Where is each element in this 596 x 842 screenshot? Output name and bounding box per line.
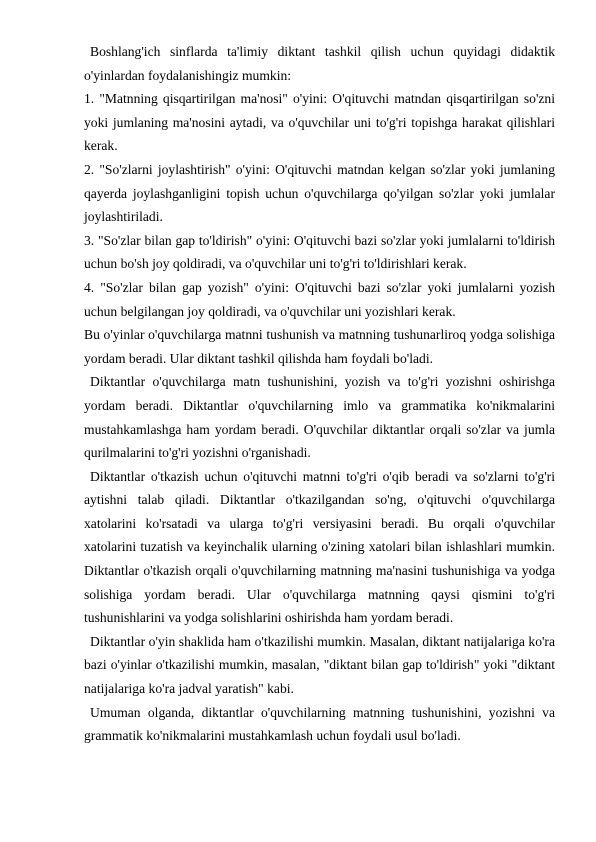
summary-paragraph: Bu o'yinlar o'quvchilarga matnni tushunish va matnning tushunarliroq yodga solishiga yordam beradi. Ular diktant tashkil qilishda ham foydali bo'ladi. [84,327,555,366]
list-item-4: 4. "So'zlar bilan gap yozish" o'yini: O'qituvchi bazi so'zlar yoki jumlalarni yozish uchun belgilangan joy qoldiradi, va o'quvchilar uni yozishlari kerak. [84,279,555,319]
dictation-game-paragraph: Diktantlar o'yin shaklida ham o'tkazilishi mumkin. Masalan, diktant natijalariga ko'ra bazi o'yinlar o'tkazilishi mumkin, masalan, "diktant bilan gap to'ldirish" yoki "diktant natijalariga ko'ra jadval yaratish" kabi. [84,633,555,697]
list-item-2: 2. "So'zlarni joylashtirish" o'yini: O'qituvchi matndan kelgan so'zlar yoki jumlaning qayerda joylashganligini topish uchun o'quvchilarga qo'yilgan so'zlar yoki jumlalar joylashtiriladi. [84,161,555,225]
intro-paragraph: Boshlang'ich sinflarda ta'limiy diktant tashkil qilish uchun quyidagi didaktik o'yinlardan foydalanishingiz mumkin: [84,44,555,83]
list-item-3: 3. "So'zlar bilan gap to'ldirish" o'yini: O'qituvchi bazi so'zlar yoki jumlalarni to'ldirish uchun bo'sh joy qoldiradi, va o'quvchilar uni to'g'ri to'ldirishlari kerak. [84,232,555,272]
conclusion-paragraph: Umuman olganda, diktantlar o'quvchilarning matnning tushunishini, yozishni va grammatik ko'nikmalarini mustahkamlash uchun foydali usul bo'ladi. [84,704,555,744]
document-page [84,40,555,748]
list-item-1: 1. "Matnning qisqartirilgan ma'nosi" o'yini: O'qituvchi matndan qisqartirilgan so'zni yoki jumlaning ma'nosini aytadi, va o'quvchilar uni to'g'ri topishga harakat qilishlari kerak. [84,91,555,154]
dictation-benefits-paragraph: Diktantlar o'quvchilarga matn tushunishini, yozish va to'g'ri yozishni oshirishga yordam beradi. Diktantlar o'quvchilarning imlo va grammatika ko'nikmalarini mustahkamlashga ham yordam beradi. O'quvchilar diktantlar orqali so'zlar va jumla qurilmalarini to'g'ri yozishni o'rganishadi. [84,374,555,461]
dictation-procedure-paragraph: Diktantlar o'tkazish uchun o'qituvchi matnni to'g'ri o'qib beradi va so'zlarni to'g'ri aytishni talab qiladi. Diktantlar o'tkazilgandan so'ng, o'qituvchi o'quvchilarga xatolarini ko'rsatadi va ularga to'g'ri versiyasini beradi. Bu orqali o'quvchilar xatolarini tuzatish va keyinchalik ularning o'zining xatolari bilan ishlashlari mumkin. Diktantlar o'tkazish orqali o'quvchilarning matnning ma'nasini tushunishiga va yodga solishiga yordam beradi. Ular o'quvchilarga matnning qaysi qismini to'g'ri tushunishlarini va yodga solishlarini oshirishda ham yordam beradi. [84,468,555,626]
